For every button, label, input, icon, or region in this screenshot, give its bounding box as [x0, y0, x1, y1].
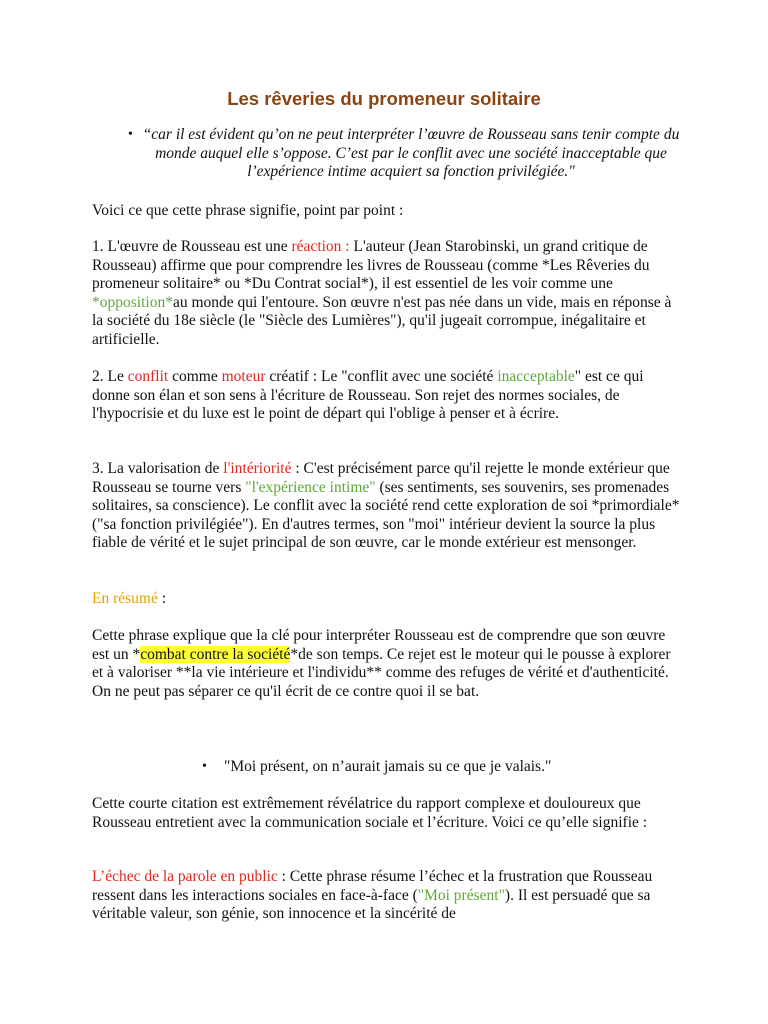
summary-colon: :: [157, 590, 167, 607]
point-2-text: " est ce qui donne son élan et son sens à l'écriture de Rousseau. Son rejet des normes sociales, de l'hypocrisie et du luxe est le point de départ qui l'oblige à penser et à écrire.: [92, 368, 644, 423]
point-3-text: (ses sentiments, ses souvenirs, ses promenades solitaires, sa conscience). Le conflit avec la société rend cette exploration de soi *primordiale*("sa fonction privilégiée"). En d'autres termes, son "moi" intérieur devient la source la plus fiable de vérité et le sujet principal de son œuvre, car le monde extérieur est mensonger.: [92, 478, 680, 552]
point-1-text: au monde qui l'entoure. Son œuvre n'est pas née dans un vide, mais en réponse à la société du 18e siècle (le "Siècle des Lumières"), qu'il jugeait corrompue, inégalitaire et artificielle.: [92, 293, 672, 348]
quote-moi-present: [92, 758, 680, 778]
point-1-paragraph: [92, 238, 680, 350]
echec-paragraph: [92, 868, 680, 924]
point-3-text: 3. La valorisation de: [92, 460, 224, 477]
point-1-text: 1. L'œuvre de Rousseau est une: [92, 238, 292, 255]
summary-label: En résumé: [92, 590, 158, 607]
page-title: Les rêveries du promeneur solitaire: [227, 88, 541, 109]
summary-heading: [92, 590, 680, 609]
point-3-text: : C'est précisément parce qu'il rejette le monde extérieur que Rousseau se tourne vers: [92, 460, 670, 496]
keyword-experience-intime: "l'expérience intime": [245, 478, 376, 496]
highlight-combat: combat contre la société: [140, 645, 291, 663]
summary-paragraph: [92, 627, 680, 701]
intro-paragraph: Voici ce que cette phrase signifie, point par point :: [92, 202, 404, 219]
analysis-paragraph: Cette courte citation est extrêmement révélatrice du rapport complexe et douloureux que Rousseau entretient avec la communication sociale et l’écriture. Voici ce qu’elle signifie :: [92, 795, 648, 831]
summary-text: Cette phrase explique que la clé pour interpréter Rousseau est de comprendre que son œuvre est un *: [92, 627, 666, 663]
keyword-interiorite: l'intériorité: [223, 460, 292, 477]
point-1-text: L'auteur (Jean Starobinski, un grand critique de Rousseau) affirme que pour comprendre les livres de Rousseau (comme *Les Rêveries du promeneur solitaire* ou *Du Contrat social*), il est essentiel de les voir comme une: [92, 238, 650, 293]
keyword-echec-parole: L’échec de la parole en public: [92, 868, 278, 885]
echec-text: ). Il est persuadé que sa véritable valeur, son génie, son innocence et la sincérité de: [92, 886, 651, 923]
keyword-opposition: *opposition*: [92, 293, 173, 311]
point-3-paragraph: [92, 460, 680, 553]
point-2-text: 2. Le: [92, 368, 128, 385]
quote-text: “car il est évident qu’on ne peut interpréter l’œuvre de Rousseau sans tenir compte du monde auquel elle s’oppose. C’est par le conflit avec une société inacceptable que l’expérience intime acquiert sa fonction privilégiée.": [142, 126, 680, 181]
echec-text: : Cette phrase résume l’échec et la frustration que Rousseau ressent dans les interactions sociales en face-à-face (: [92, 868, 653, 904]
point-2-text: créatif : Le "conflit avec une société: [265, 368, 498, 385]
quote-starobinski: [92, 126, 680, 182]
bullet-icon: •: [128, 127, 133, 142]
point-2-paragraph: [92, 368, 680, 424]
point-2-text: comme: [168, 368, 222, 385]
keyword-moi-present: "Moi présent": [417, 886, 505, 904]
quote-2-text: "Moi présent, on n’aurait jamais su ce que je valais.": [224, 758, 552, 775]
keyword-inacceptable: inacceptable: [497, 368, 575, 385]
summary-text: *de son temps. Ce rejet est le moteur qui le pousse à explorer et à valoriser **la vie intérieure et l'individu** comme des refuges de vérité et d'authenticité. On ne peut pas séparer ce qu'il écrit de ce contre quoi il se bat.: [92, 645, 671, 700]
keyword-conflit: conflit: [127, 368, 169, 385]
keyword-reaction: réaction :: [291, 238, 350, 255]
bullet-icon: •: [202, 759, 207, 774]
keyword-moteur: moteur: [221, 368, 266, 385]
